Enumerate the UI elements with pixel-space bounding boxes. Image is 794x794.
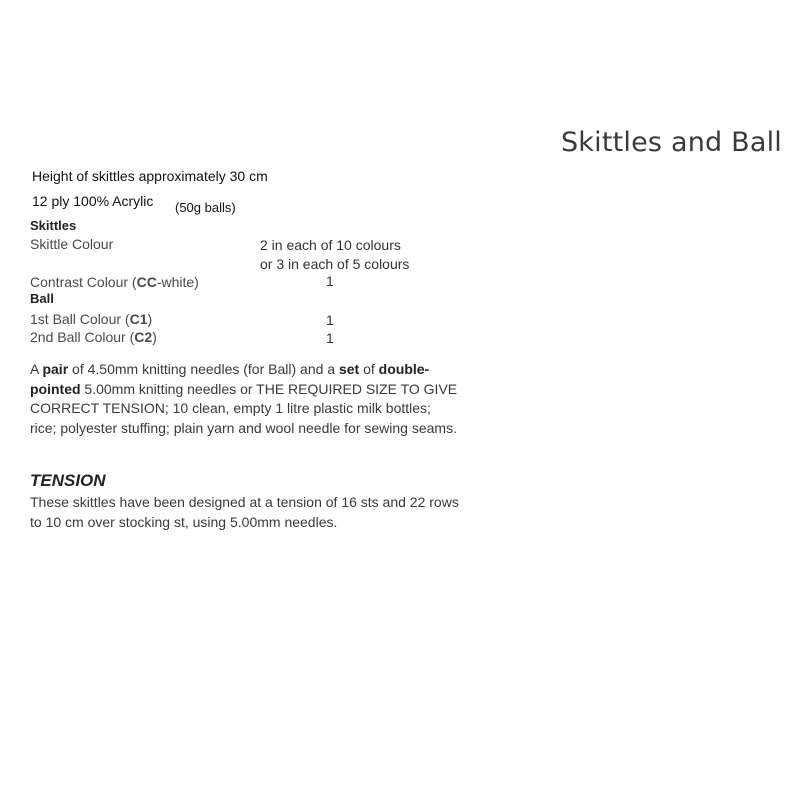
needles-text-2: of 4.50mm knitting needles (for Ball) and a [68,361,339,377]
ball-colour-2-qty: 1 [326,330,334,346]
ball-colour-2-label [30,328,157,346]
contrast-colour-label-post: -white) [156,274,199,290]
needles-set: set [338,361,360,377]
skittle-colour-qty-1: 2 in each of 10 colours [260,237,401,253]
ball-colour-2-label-pre: 2nd Ball Colour ( [30,329,135,345]
ball-colour-1-code: C1 [129,311,148,327]
ball-colour-1-label-pre: 1st Ball Colour ( [30,311,130,327]
needles-paragraph [30,360,460,438]
contrast-colour-qty: 1 [326,273,334,289]
yarn-balls: (50g balls) [175,200,236,215]
yarn-spec: 12 ply 100% Acrylic [32,193,154,209]
skittles-heading: Skittles [30,218,77,233]
tension-heading: TENSION [30,471,106,490]
skittle-colour-label: Skittle Colour [30,236,114,252]
page-title: Skittles and Ball [560,127,782,158]
ball-colour-2-label-post: ) [152,329,157,345]
skittle-colour-qty-2: or 3 in each of 5 colours [260,256,410,272]
ball-colour-1-qty: 1 [326,312,334,328]
tension-paragraph: These skittles have been designed at a tension of 16 sts and 22 rows to 10 cm over stocking st, using 5.00mm needles. [30,494,459,530]
needles-text-3: of [359,361,379,377]
contrast-colour-code: CC [136,274,157,290]
needles-pair: pair [42,361,69,377]
ball-heading: Ball [30,291,54,306]
contrast-colour-label-pre: Contrast Colour ( [30,274,137,290]
contrast-colour-label [30,273,199,291]
needles-text-1: A [30,361,43,377]
height-info: Height of skittles approximately 30 cm [32,168,268,184]
ball-colour-1-label-post: ) [147,311,153,327]
needles-double-pointed: double-pointed [30,361,430,397]
ball-colour-1-label [30,310,152,328]
ball-colour-2-code: C2 [134,329,153,345]
needles-text-4: 5.00mm knitting needles or THE REQUIRED SIZE TO GIVE CORRECT TENSION; 10 clean, empty 1 litre plastic milk bottles; rice; polyester stuffing; plain yarn and wool needle for sewing seams. [30,380,458,436]
